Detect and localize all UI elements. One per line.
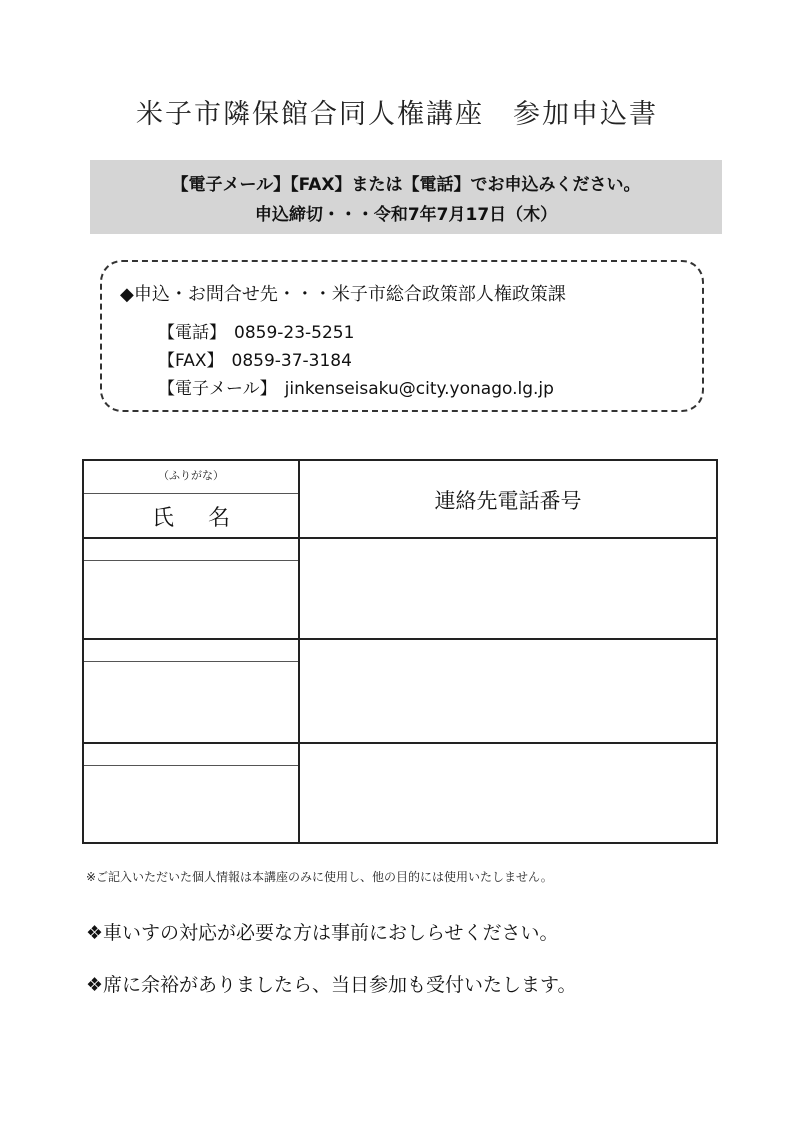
row1-name-cell[interactable] <box>84 561 298 637</box>
page-title: 米子市隣保館合同人権講座 参加申込書 <box>136 99 658 130</box>
phone-number[interactable]: 0859-23-5251 <box>234 323 355 343</box>
privacy-note: ※ご記入いただいた個人情報は本講座のみに使用し、他の目的には使用いたしません。 <box>86 870 553 884</box>
furigana-divider <box>84 493 298 494</box>
column-divider <box>298 461 300 842</box>
fax-number: 0859-37-3184 <box>231 351 352 371</box>
wheelchair-notice: ❖車いすの対応が必要な方は事前におしらせください。 <box>86 922 559 944</box>
fax-label: 【FAX】 <box>158 351 224 371</box>
row3-phone-cell[interactable] <box>300 744 716 842</box>
contact-phone-row <box>158 318 354 343</box>
deadline-text: 申込締切・・・令和7年7月17日（木） <box>254 205 558 225</box>
email-address[interactable]: jinkenseisaku@city.yonago.lg.jp <box>284 379 554 399</box>
name-header: 氏名 <box>151 506 264 531</box>
contact-email-row <box>158 374 554 399</box>
furigana-header: （ふりがな） <box>158 469 224 482</box>
email-label: 【電子メール】 <box>158 379 277 399</box>
row1-phone-cell[interactable] <box>300 539 716 637</box>
row3-furigana-cell[interactable] <box>84 744 298 766</box>
row3-name-cell[interactable] <box>84 766 298 842</box>
contact-fax-row <box>158 346 352 371</box>
row2-phone-cell[interactable] <box>300 640 716 740</box>
contact-heading: ◆申込・お問合せ先・・・米子市総合政策部人権政策課 <box>120 284 566 305</box>
application-method-text: 【電子メール】【FAX】または【電話】でお申込みください。 <box>171 175 641 195</box>
application-form-table <box>82 459 718 844</box>
application-method-banner <box>90 160 722 234</box>
row2-name-cell[interactable] <box>84 662 298 740</box>
contact-box <box>100 260 704 412</box>
phone-label: 【電話】 <box>158 323 226 343</box>
row1-furigana-cell[interactable] <box>84 539 298 561</box>
same-day-notice: ❖席に余裕がありましたら、当日参加も受付いたします。 <box>86 974 577 996</box>
row2-furigana-cell[interactable] <box>84 640 298 662</box>
phone-header: 連絡先電話番号 <box>434 489 582 513</box>
